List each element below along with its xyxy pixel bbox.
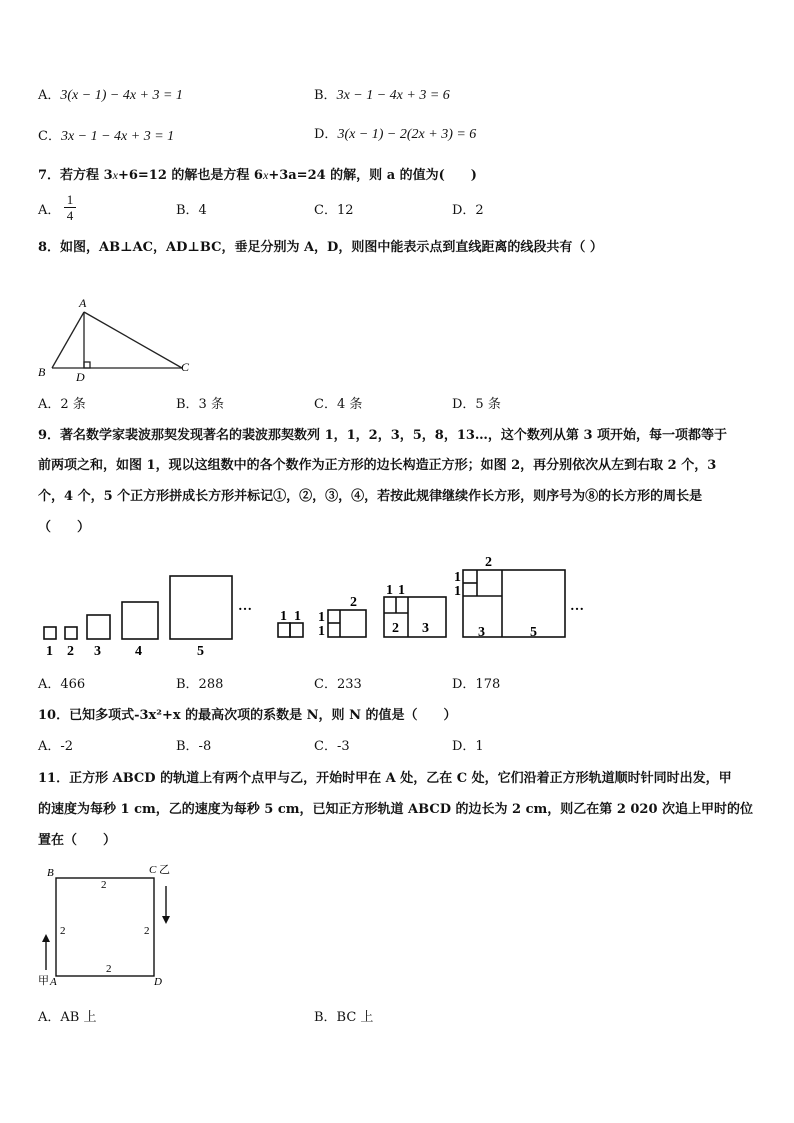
r2-label-1a: 1: [318, 610, 325, 625]
q11-stem-line1: 11．正方形 ABCD 的轨道上有两个点甲与乙，开始时甲在 A 处，乙在 C 处，它们沿着正方形轨道顺时针同时出发，甲: [38, 771, 732, 786]
q7-option-d: D．2: [452, 203, 484, 218]
q11-stem-line2: 的速度为每秒 1 cm，乙的速度为每秒 5 cm，已知正方形轨道 ABCD 的边长为 2 cm，则乙在第 2 020 次追上甲时的位: [38, 802, 754, 817]
q9-option-a: A．466: [38, 677, 86, 692]
side-label-bottom: 2: [106, 963, 112, 975]
label-D: D: [76, 370, 85, 384]
label-C: C: [181, 360, 190, 374]
label-yi: 乙: [159, 864, 170, 876]
option-label: B．: [314, 88, 337, 103]
yi-direction-arrowhead: [162, 916, 170, 924]
r1-label-1b: 1: [294, 609, 301, 624]
q10-option-c: C．-3: [314, 739, 350, 754]
r4-label-2: 2: [485, 555, 492, 570]
q11-option-b: B．BC 上: [314, 1010, 374, 1025]
r3-label-2: 2: [392, 621, 399, 636]
label-jia: 甲: [38, 975, 49, 987]
q7-var: x: [262, 168, 269, 182]
q8-triangle-figure: [30, 290, 210, 385]
q7-stem-part: +6=12 的解也是方程 6: [117, 168, 263, 183]
jia-direction-arrowhead: [42, 934, 50, 942]
label-B: B: [47, 867, 54, 879]
side-label-left: 2: [60, 925, 66, 937]
side-label-right: 2: [144, 925, 150, 937]
fraction-denominator: 4: [64, 207, 76, 223]
fig1-label-2: 2: [67, 644, 74, 659]
q7-fraction: [64, 192, 76, 223]
q6-option-d: [314, 127, 476, 143]
q10-option-b: B．-8: [176, 739, 212, 754]
q7-var: x: [112, 168, 118, 182]
r4-label-1a: 1: [454, 570, 461, 585]
q8-option-d: D．5 条: [452, 397, 501, 412]
q10-stem: 10．已知多项式-3x²+x 的最高次项的系数是 N，则 N 的值是（ ）: [38, 708, 457, 723]
option-label: C．: [38, 129, 61, 144]
r1-label-1a: 1: [280, 609, 287, 624]
q6-option-c: [38, 129, 174, 145]
q6-option-c-expr: 3x − 1 − 4x + 3 = 1: [60, 129, 175, 144]
q6-option-d-expr: 3(x − 1) − 2(2x + 3) = 6: [337, 127, 477, 142]
q9-fibonacci-figure: [38, 548, 598, 660]
q7-stem-part: +3a=24 的解，则 a 的值为( ): [268, 168, 477, 183]
q8-stem: 8．如图，AB⊥AC，AD⊥BC，垂足分别为 A，D，则图中能表示点到直线距离的线段共有（ ）: [38, 240, 603, 255]
q7-option-c: C．12: [314, 203, 354, 218]
q7-option-b: B．4: [176, 203, 207, 218]
q9-option-b: B．288: [176, 677, 224, 692]
q10-option-a: A．-2: [38, 739, 74, 754]
q9-option-c: C．233: [314, 677, 362, 692]
q11-square-track-figure: [36, 858, 186, 992]
q7-stem: [38, 167, 477, 184]
q9-stem-line4: （ ）: [38, 520, 91, 535]
q7-option-a: [38, 203, 60, 219]
q10-option-d: D．1: [452, 739, 484, 754]
fig2-ellipsis: …: [570, 599, 584, 614]
r2-label-2: 2: [350, 595, 357, 610]
fig1-label-5: 5: [197, 644, 204, 659]
r3-label-1b: 1: [398, 583, 405, 598]
r2-label-1b: 1: [318, 624, 325, 639]
q6-option-b-expr: 3x − 1 − 4x + 3 = 6: [336, 88, 450, 103]
q9-stem-line1: 9．著名数学家裴波那契发现著名的裴波那契数列 1，1，2，3，5，8，13…，这个数列从第 3 项开始，每一项都等于: [38, 428, 728, 443]
q8-option-b: B．3 条: [176, 397, 224, 412]
q7-stem-part: 7．若方程 3: [38, 168, 113, 183]
fig1-ellipsis: …: [238, 599, 252, 614]
label-C: C: [149, 864, 157, 876]
label-B: B: [38, 365, 46, 379]
q11-option-a: A．AB 上: [38, 1010, 97, 1025]
r4-label-5: 5: [530, 625, 537, 640]
side-label-top: 2: [101, 879, 107, 891]
r3-label-1a: 1: [386, 583, 393, 598]
fraction-numerator: 1: [66, 192, 74, 207]
label-A: A: [50, 976, 57, 988]
r4-label-3: 3: [478, 625, 485, 640]
fig1-label-1: 1: [46, 644, 53, 659]
fig1-label-4: 4: [135, 644, 142, 659]
option-label: D．: [314, 127, 338, 142]
q6-option-b: [314, 88, 450, 104]
fig1-label-3: 3: [94, 644, 101, 659]
q9-stem-line3: 个，4 个，5 个正方形拼成长方形并标记①，②，③，④，若按此规律继续作长方形，则序号为⑧的长方形的周长是: [38, 489, 703, 504]
r4-label-1b: 1: [454, 584, 461, 599]
q9-stem-line2: 前两项之和，如图 1，现以这组数中的各个数作为正方形的边长构造正方形；如图 2，再分别依次从左到右取 2 个，3: [38, 458, 717, 473]
option-label: A．: [38, 88, 61, 103]
r3-label-3: 3: [422, 621, 429, 636]
label-D: D: [154, 976, 162, 988]
q6-option-a-expr: 3(x − 1) − 4x + 3 = 1: [60, 88, 183, 103]
q6-option-a: [38, 88, 183, 104]
option-label: A．: [38, 203, 61, 218]
q11-stem-line3: 置在（ ）: [38, 833, 117, 848]
label-A: A: [79, 296, 87, 310]
q8-option-a: A．2 条: [38, 397, 86, 412]
q8-option-c: C．4 条: [314, 397, 363, 412]
q9-option-d: D．178: [452, 677, 501, 692]
